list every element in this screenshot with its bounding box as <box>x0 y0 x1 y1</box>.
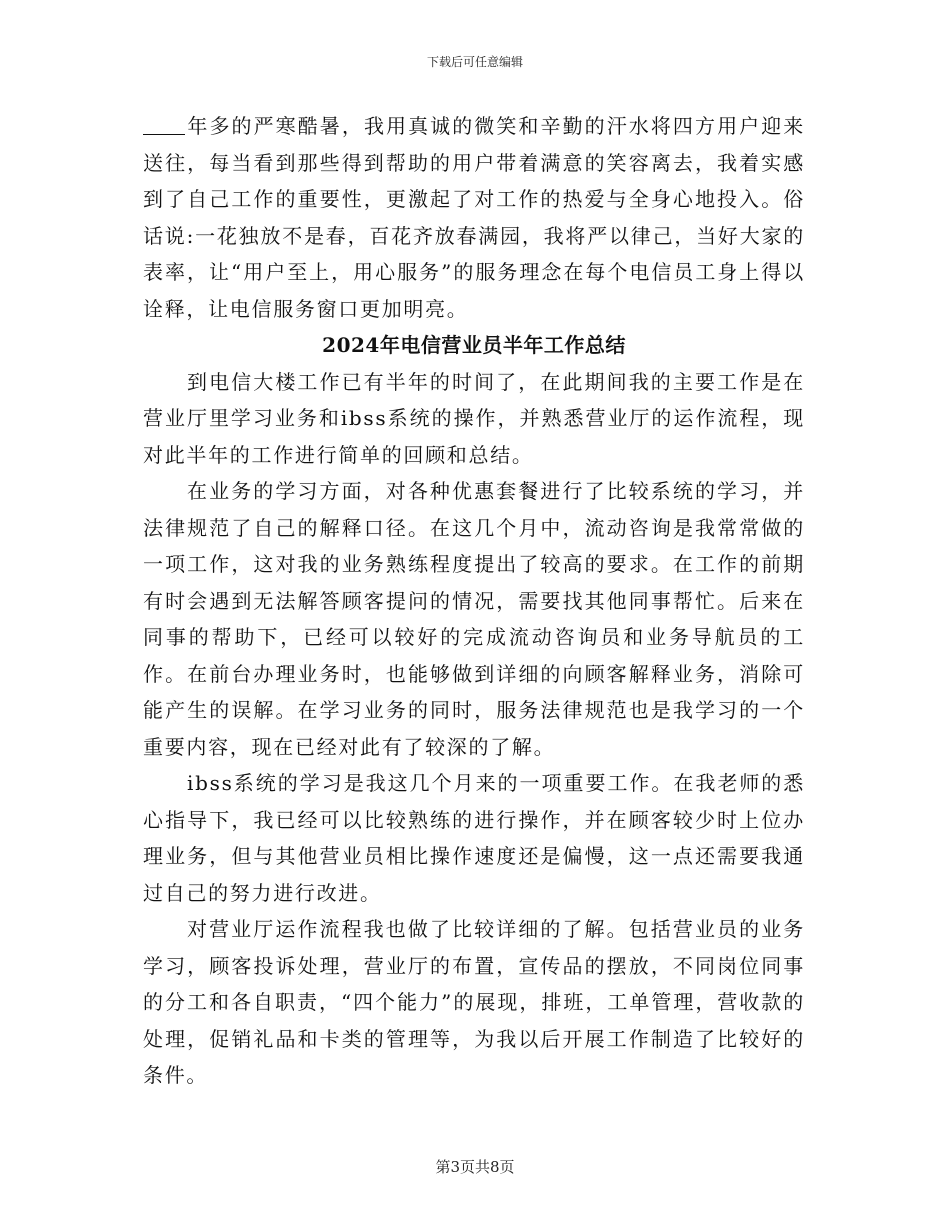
body-paragraph-1: 到电信大楼工作已有半年的时间了，在此期间我的主要工作是在营业厅里学习业务和ibss系统的操作，并熟悉营业厅的运作流程，现对此半年的工作进行简单的回顾和总结。 <box>143 369 805 467</box>
body-paragraph-2: 在业务的学习方面，对各种优惠套餐进行了比较系统的学习，并法律规范了自己的解释口径。在这几个月中，流动咨询是我常常做的一项工作，这对我的业务熟练程度提出了较高的要求。在工作的前期有时会遇到无法解答顾客提问的情况，需要找其他同事帮忙。后来在同事的帮助下，已经可以较好的完成流动咨询员和业务导航员的工作。在前台办理业务时，也能够做到详细的向顾客解释业务，消除可能产生的误解。在学习业务的同时，服务法律规范也是我学习的一个重要内容，现在已经对此有了较深的了解。 <box>143 479 805 759</box>
page-header: 下载后可任意编辑 <box>426 55 523 69</box>
section-title: 2024年电信营业员半年工作总结 <box>322 333 626 357</box>
document-body <box>143 108 805 1094</box>
body-paragraph-3: ibss系统的学习是我这几个月来的一项重要工作。在我老师的悉心指导下，我已经可以比较熟练的进行操作，并在顾客较少时上位办理业务，但与其他营业员相比操作速度还是偏慢，这一点还需要我通过自己的努力进行改进。 <box>143 771 805 905</box>
intro-paragraph <box>143 108 805 327</box>
fill-in-blank <box>143 116 185 135</box>
page-footer: 第3页共8页 <box>435 1158 515 1176</box>
body-paragraph-4: 对营业厅运作流程我也做了比较详细的了解。包括营业员的业务学习，顾客投诉处理，营业厅的布置，宣传品的摆放，不同岗位同事的分工和各自职责，“四个能力”的展现，排班，工单管理，营收款的处理，促销礼品和卡类的管理等，为我以后开展工作制造了比较好的条件。 <box>143 917 805 1087</box>
intro-paragraph-text: 年多的严寒酷暑，我用真诚的微笑和辛勤的汗水将四方用户迎来送往，每当看到那些得到帮助的用户带着满意的笑容离去，我着实感到了自己工作的重要性，更激起了对工作的热爱与全身心地投入。俗话说:一花独放不是春，百花齐放春满园，我将严以律己，当好大家的表率，让“用户至上，用心服务”的服务理念在每个电信员工身上得以诠释，让电信服务窗口更加明亮。 <box>143 114 805 321</box>
